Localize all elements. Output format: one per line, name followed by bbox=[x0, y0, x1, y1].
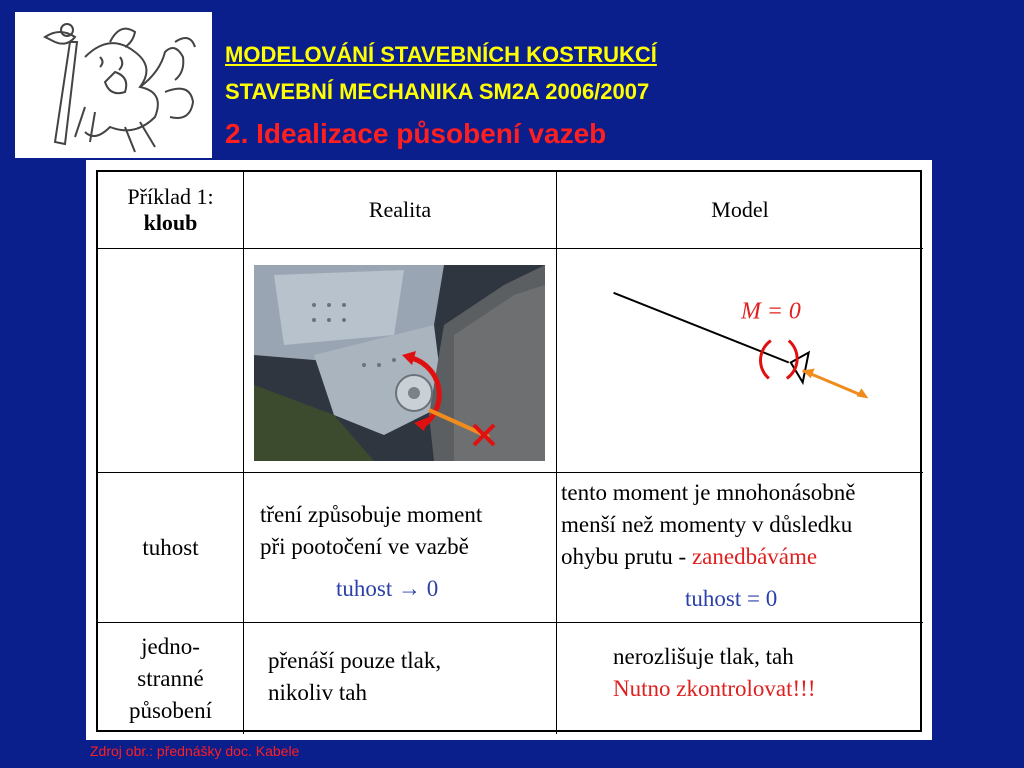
model-diagram-cell bbox=[557, 249, 923, 473]
stiffness-model-text bbox=[561, 477, 855, 573]
comparison-table bbox=[96, 170, 922, 732]
image-source-note: Zdroj obr.: přednášky doc. Kabele bbox=[90, 743, 300, 759]
example-label: Příklad 1: bbox=[127, 184, 214, 209]
stiffness-model-line-1: tento moment je mnohonásobně bbox=[561, 480, 856, 505]
header-example-cell bbox=[98, 172, 244, 249]
university-logo bbox=[15, 12, 212, 158]
lion-emblem-icon bbox=[15, 12, 212, 158]
pin-support-icon bbox=[791, 353, 809, 383]
hinge-model-diagram bbox=[557, 249, 923, 472]
course-title: MODELOVÁNÍ STAVEBNÍCH KOSTRUKCÍ bbox=[225, 42, 657, 67]
stiffness-reality-text bbox=[260, 499, 482, 563]
unilateral-model-text bbox=[613, 641, 815, 705]
unilateral-model-line-1: nerozlišuje tlak, tah bbox=[613, 644, 794, 669]
example-name: kloub bbox=[143, 210, 198, 235]
unilateral-model-cell bbox=[557, 623, 923, 734]
stiffness-model-line-2: menší než momenty v důsledku bbox=[561, 512, 853, 537]
hinge-photo bbox=[254, 265, 545, 461]
unilateral-label-cell bbox=[98, 623, 244, 734]
unilateral-label-line-2: stranné bbox=[137, 665, 204, 691]
stiffness-model-formula: tuhost = 0 bbox=[685, 586, 778, 611]
stiffness-label: tuhost bbox=[142, 534, 199, 560]
unilateral-reality-line-2: nikoliv tah bbox=[268, 680, 368, 705]
model-heading: Model bbox=[711, 197, 769, 222]
unilateral-reality-cell bbox=[244, 623, 557, 734]
reality-heading: Realita bbox=[368, 197, 432, 222]
moment-zero-label: M = 0 bbox=[740, 298, 801, 325]
stiffness-model-cell bbox=[557, 473, 923, 623]
neglect-emphasis: zanedbáváme bbox=[691, 544, 818, 569]
stiffness-reality-line-2: při pootočení ve vazbě bbox=[260, 534, 469, 559]
header-reality-cell bbox=[244, 172, 557, 249]
unilateral-label-line-1: jedno- bbox=[141, 633, 200, 659]
course-subtitle: STAVEBNÍ MECHANIKA SM2A 2006/2007 bbox=[225, 79, 650, 104]
image-row-label-cell bbox=[98, 249, 244, 473]
steel-hinge-photo-image bbox=[254, 265, 545, 461]
unilateral-label-line-3: působení bbox=[128, 697, 213, 723]
stiffness-reality-cell bbox=[244, 473, 557, 623]
stiffness-model-line-3-prefix: ohybu prutu - bbox=[561, 544, 692, 569]
header-model-cell bbox=[557, 172, 923, 249]
moment-arc-left-icon bbox=[761, 341, 771, 379]
reality-photo-cell bbox=[244, 249, 557, 473]
unilateral-reality-line-1: přenáší pouze tlak, bbox=[268, 648, 442, 673]
check-required-warning: Nutno zkontrolovat!!! bbox=[613, 676, 816, 701]
stiffness-reality-line-1: tření způsobuje moment bbox=[260, 502, 483, 527]
stiffness-reality-formula: tuhost → 0 bbox=[336, 576, 439, 601]
section-title: 2. Idealizace působení vazeb bbox=[225, 118, 607, 149]
unilateral-reality-text bbox=[268, 645, 441, 709]
stiffness-model-line-3 bbox=[561, 541, 855, 573]
stiffness-label-cell bbox=[98, 473, 244, 623]
